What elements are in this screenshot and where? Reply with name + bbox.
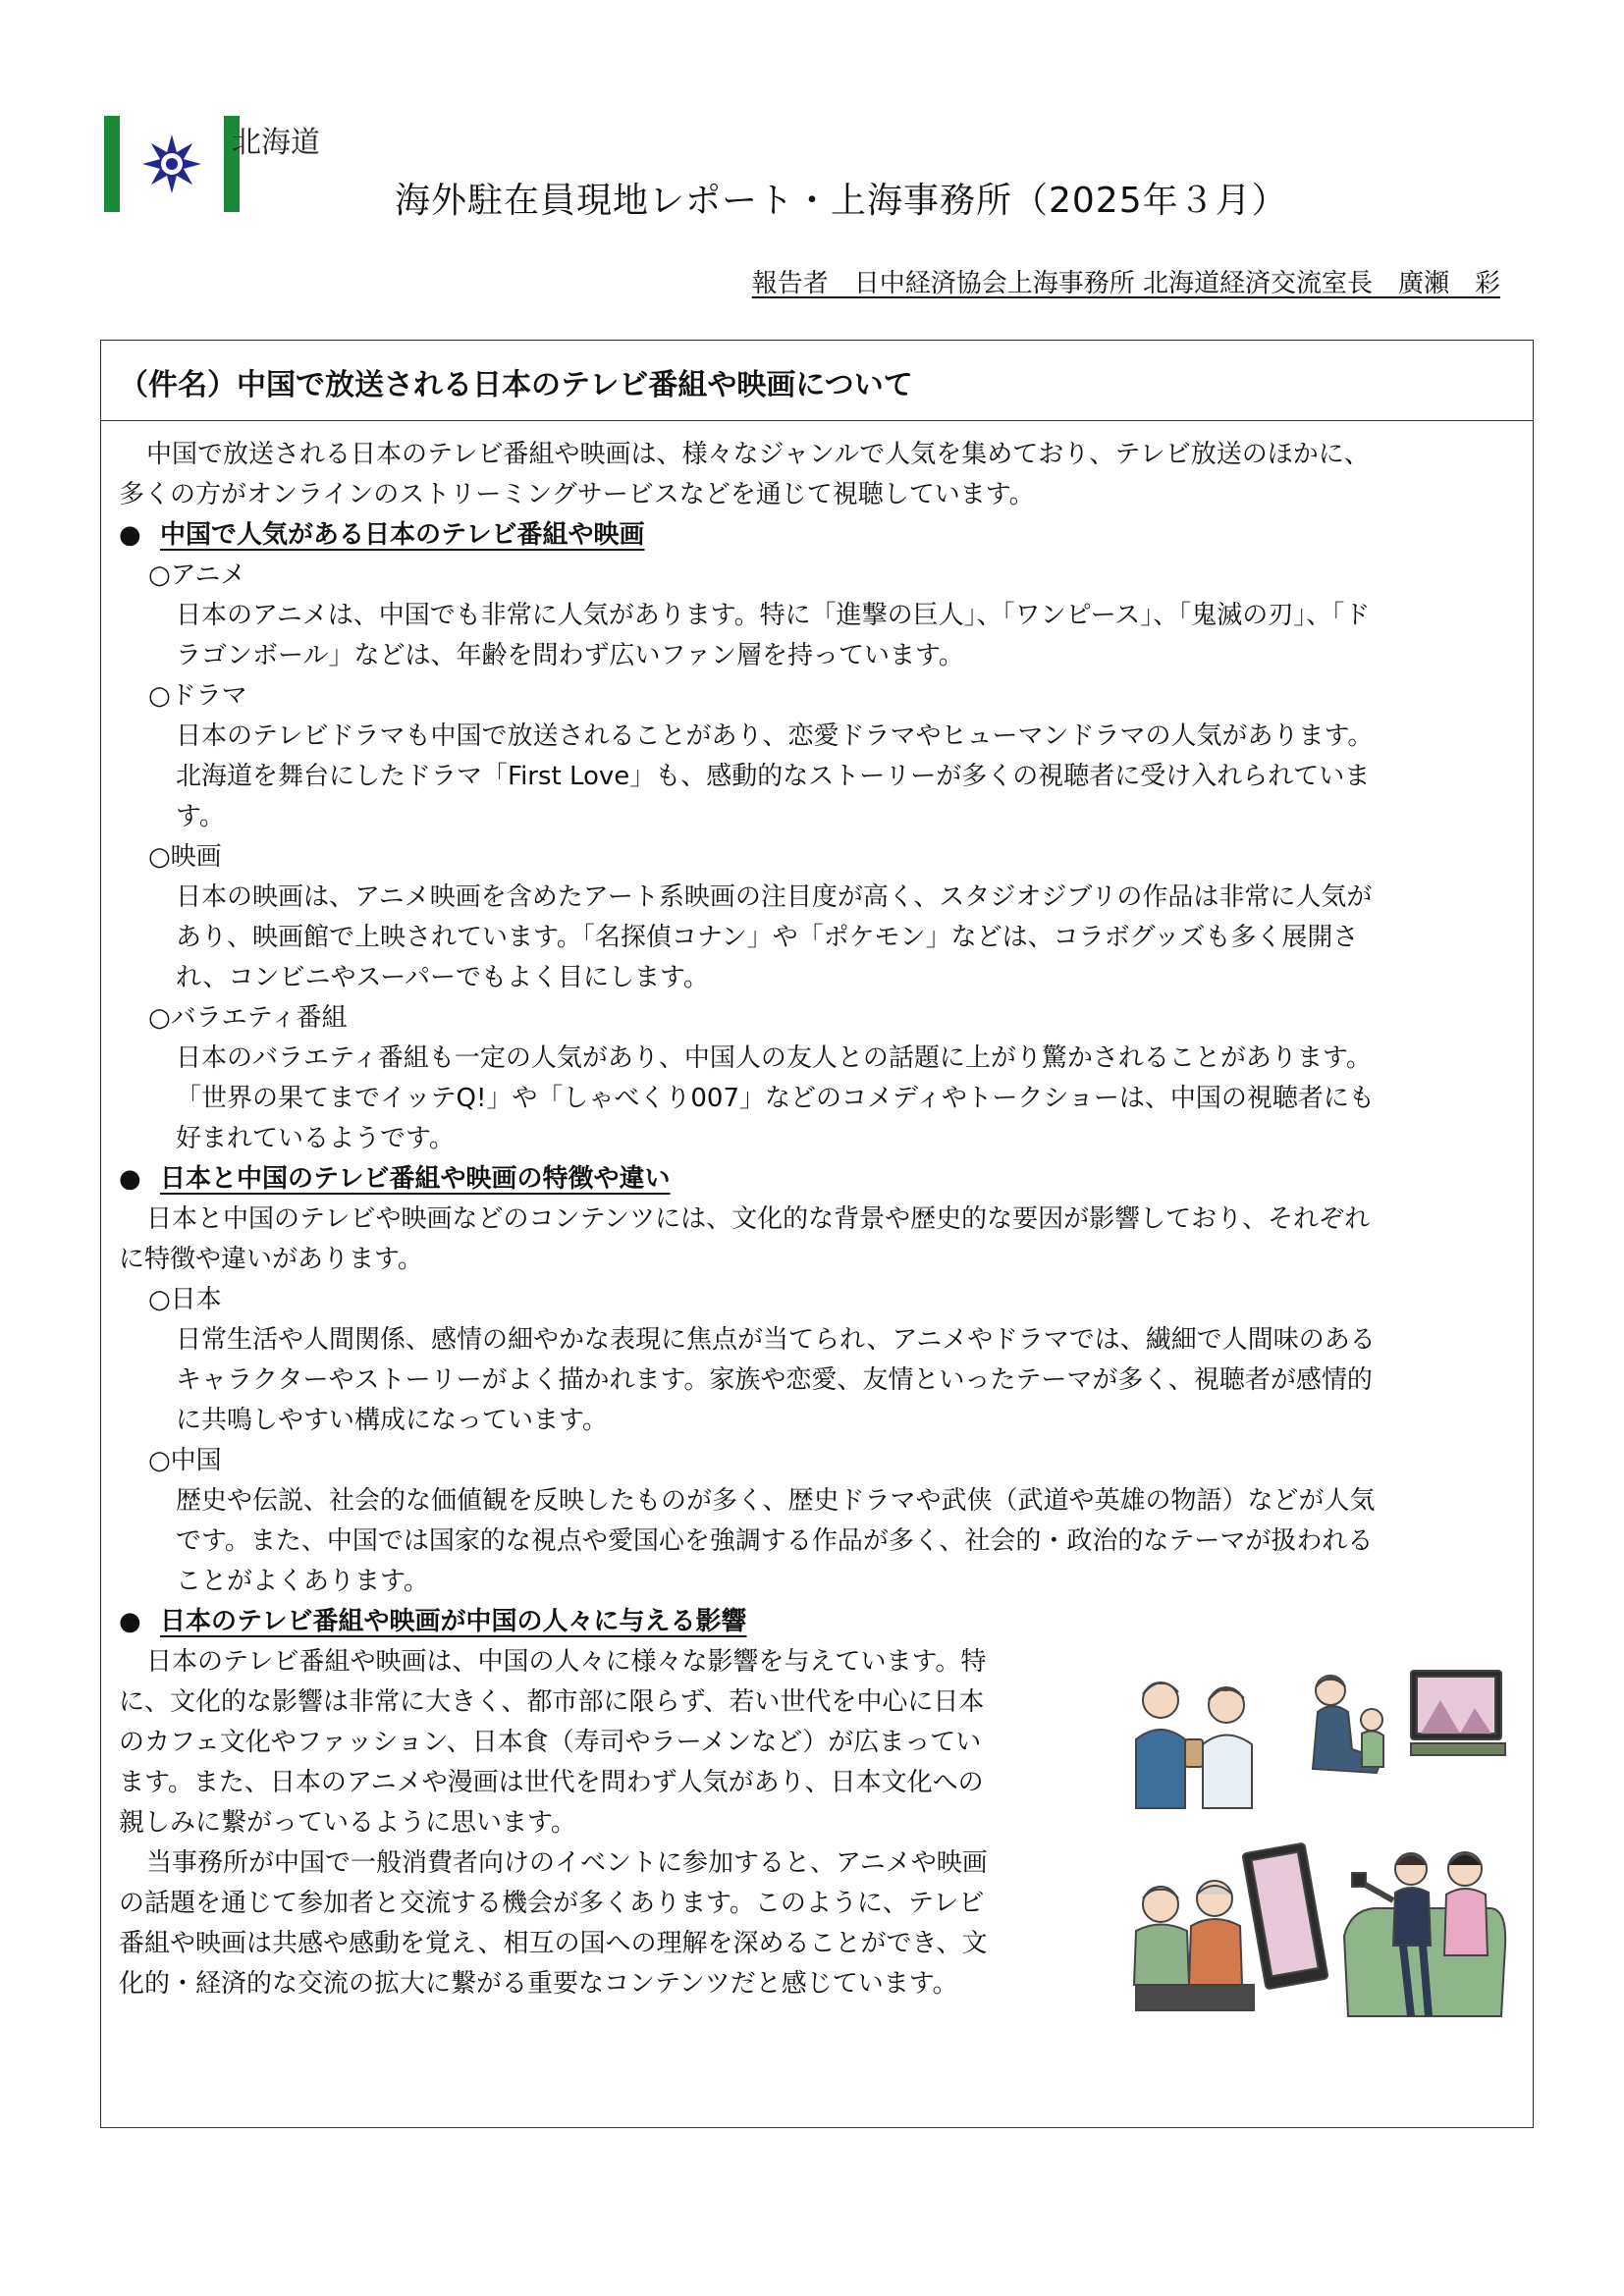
section-heading-text: 日本と中国のテレビ番組や映画の特徴や違い [160, 1164, 671, 1194]
item-line: です。また、中国では国家的な視点や愛国心を強調する作品が多く、社会的・政治的なテーマが扱われる [176, 1526, 1374, 1556]
bullet-icon: ● [119, 520, 141, 550]
item-line: 日本のアニメは、中国でも非常に人気があります。特に「進撃の巨人」、「ワンピース」、「鬼滅の刃」、「ド [176, 601, 1371, 630]
item-line: れ、コンビニやスーパーでもよく目にします。 [176, 963, 709, 992]
paragraph-line: の話題を通じて参加者と交流する機会が多くあります。このように、テレビ [119, 1889, 985, 1918]
item-line: 日本のテレビドラマも中国で放送されることがあり、恋愛ドラマやヒューマンドラマの人気があります。 [176, 721, 1374, 751]
item-line: 「世界の果てまでイッテQ!」や「しゃべくり007」などのコメディやトークショーは、中国の視聴者にも [176, 1084, 1375, 1113]
item-label: ○映画 [148, 842, 222, 872]
hokkaido-emblem-icon [126, 132, 218, 196]
paragraph-line: のカフェ文化やファッション、日本食（寿司やラーメンなど）が広まってい [119, 1728, 982, 1757]
prefecture-name: 北海道 [232, 126, 320, 160]
item-line: キャラクターやストーリーがよく描かれます。家族や恋愛、友情といったテーマが多く、視聴者が感情的 [176, 1365, 1373, 1395]
section-intro-line: に特徴や違いがあります。 [119, 1245, 423, 1274]
section-intro-line: 日本と中国のテレビや映画などのコンテンツには、文化的な背景や歴史的な要因が影響しており、それぞれ [146, 1204, 1371, 1234]
item-label: ○アニメ [148, 561, 246, 590]
section-heading [119, 1159, 1513, 1200]
intro-line: 中国で放送される日本のテレビ番組や映画は、様々なジャンルで人気を集めており、テレビ放送のほかに、 [146, 440, 1370, 469]
hokkaido-logo [104, 116, 340, 212]
item-line: に共鳴しやすい構成になっています。 [176, 1406, 608, 1435]
section-heading-text: 日本のテレビ番組や映画が中国の人々に与える影響 [160, 1607, 747, 1636]
family-with-tv-figure [1313, 1671, 1505, 1773]
bullet-icon: ● [119, 1164, 141, 1194]
item-label: ○ドラマ [148, 681, 247, 711]
item-line: 好まれているようです。 [176, 1124, 455, 1153]
section-heading-text: 中国で人気がある日本のテレビ番組や映画 [160, 520, 645, 550]
item-label: ○バラエティ番組 [148, 1003, 348, 1033]
influence-text [119, 1642, 1110, 2004]
family-on-sofa-figure [1344, 1852, 1505, 2016]
report-frame [100, 340, 1534, 2128]
people-watching-tv-illustration [1116, 1651, 1509, 2026]
friends-with-phone-figure [1136, 1682, 1252, 1808]
paragraph-line: ます。また、日本のアニメや漫画は世代を問わず人気があり、日本文化への [119, 1768, 984, 1797]
subject-row [101, 341, 1533, 421]
elderly-couple-tv-figure [1134, 1843, 1328, 2010]
intro-line: 多くの方がオンラインのストリーミングサービスなどを通じて視聴しています。 [119, 480, 1035, 509]
logo-green-bar-left [104, 116, 120, 212]
item-line: 日常生活や人間関係、感情の細やかな表現に焦点が当てられ、アニメやドラマでは、繊細で人間味のある [176, 1325, 1376, 1355]
item-line: 日本の映画は、アニメ映画を含めたアート系映画の注目度が高く、スタジオジブリの作品は非常に人気が [176, 882, 1373, 912]
section-heading [119, 515, 1513, 556]
paragraph-line: 番組や映画は共感や感動を覚え、相互の国への理解を深めることができ、文 [119, 1929, 988, 1958]
item-label: ○中国 [148, 1446, 222, 1475]
item-line: ことがよくあります。 [176, 1567, 429, 1596]
reporter-line: 報告者 日中経済協会上海事務所 北海道経済交流室長 廣瀬 彩 [751, 269, 1500, 298]
section-heading [119, 1602, 1513, 1642]
item-line: 日本のバラエティ番組も一定の人気があり、中国人の友人との話題に上がり驚かされることがあります。 [176, 1043, 1372, 1073]
paragraph-line: 当事務所が中国で一般消費者向けのイベントに参加すると、アニメや映画 [146, 1848, 988, 1878]
paragraph-line: 化的・経済的な交流の拡大に繋がる重要なコンテンツだと感じています。 [119, 1969, 958, 1999]
item-line: ラゴンボール」などは、年齢を問わず広いファン層を持っています。 [176, 641, 964, 670]
item-label: ○日本 [148, 1285, 222, 1314]
subject-title: （件名）中国で放送される日本のテレビ番組や映画について [119, 368, 913, 402]
paragraph-line: に、文化的な影響は非常に大きく、都市部に限らず、若い世代を中心に日本 [119, 1687, 985, 1717]
report-content [119, 435, 1513, 2004]
item-line: 北海道を舞台にしたドラマ「First Love」も、感動的なストーリーが多くの視聴者に受け入れられていま [176, 762, 1371, 791]
bullet-icon: ● [119, 1607, 141, 1636]
item-line: す。 [176, 802, 225, 831]
page-title: 海外駐在員現地レポート・上海事務所（2025年３月） [395, 181, 1288, 221]
item-line: 歴史や伝説、社会的な価値観を反映したものが多く、歴史ドラマや武侠（武道や英雄の物語）などが人気 [176, 1486, 1376, 1516]
section-influence [119, 1602, 1513, 2004]
paragraph-line: 親しみに繋がっているように思います。 [119, 1808, 576, 1838]
paragraph-line: 日本のテレビ番組や映画は、中国の人々に様々な影響を与えています。特 [146, 1647, 987, 1677]
item-line: あり、映画館で上映されています。「名探偵コナン」や「ポケモン」などは、コラボグッズも多く展開さ [176, 923, 1359, 952]
